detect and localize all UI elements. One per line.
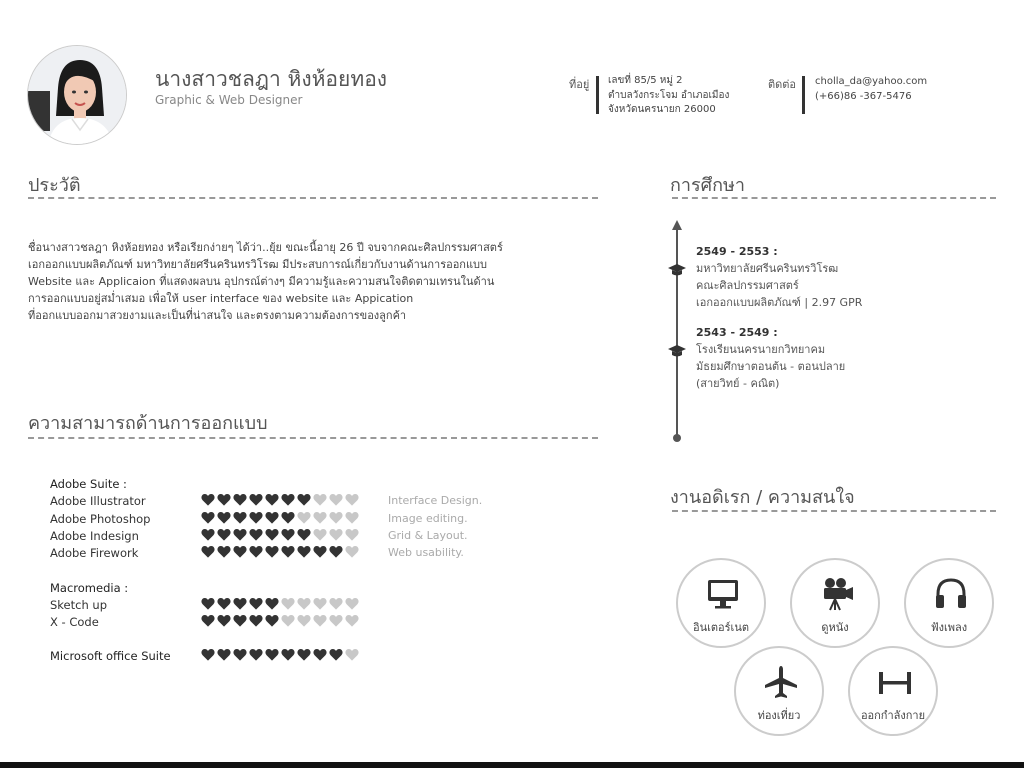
skills-divider bbox=[28, 437, 598, 439]
education-line: มัธยมศึกษาตอนต้น - ตอนปลาย bbox=[696, 360, 846, 373]
heart-empty-icon bbox=[281, 614, 295, 628]
skills-title: ความสามารถด้านการออกแบบ bbox=[28, 413, 268, 434]
heart-filled-icon bbox=[297, 648, 311, 662]
heart-filled-icon bbox=[233, 545, 247, 559]
hobby-label: ออกกำลังกาย bbox=[860, 709, 926, 722]
heart-filled-icon bbox=[217, 511, 231, 525]
heart-filled-icon bbox=[297, 528, 311, 542]
heart-filled-icon bbox=[281, 511, 295, 525]
skill-rating bbox=[201, 648, 359, 662]
education-years: 2543 - 2549 : bbox=[696, 326, 778, 339]
skill-note: Image editing. bbox=[388, 512, 468, 525]
education-line: โรงเรียนนครนายกวิทยาคม bbox=[696, 343, 826, 356]
heart-filled-icon bbox=[233, 597, 247, 611]
skill-rating bbox=[201, 545, 359, 559]
heart-filled-icon bbox=[249, 545, 263, 559]
bio-line: ชื่อนางสาวชลฎา หิงห้อยทอง หรือเรียกง่ายๆ ได้ว่า..ยุ้ย ขณะนี้อายุ 26 ปี จบจากคณะศิลปกรรมศาสตร์ bbox=[28, 241, 503, 254]
skill-rating bbox=[201, 528, 359, 542]
heart-filled-icon bbox=[201, 545, 215, 559]
heart-empty-icon bbox=[313, 597, 327, 611]
skill-name: Adobe Firework bbox=[50, 546, 139, 560]
heart-empty-icon bbox=[345, 545, 359, 559]
education-line: เอกออกแบบผลิตภัณฑ์ | 2.97 GPR bbox=[696, 296, 863, 309]
heart-empty-icon bbox=[313, 493, 327, 507]
heart-filled-icon bbox=[265, 648, 279, 662]
bio-line: เอกออกแบบผลิตภัณฑ์ มหาวิทยาลัยศรีนครินทรวิโรฒ มีประสบการณ์เกี่ยวกับงานด้านการออกแบบ bbox=[28, 258, 488, 271]
timeline-line bbox=[676, 228, 678, 438]
heart-filled-icon bbox=[265, 493, 279, 507]
heart-filled-icon bbox=[201, 493, 215, 507]
graduation-cap-icon bbox=[668, 344, 686, 358]
heart-filled-icon bbox=[201, 597, 215, 611]
address-block bbox=[608, 74, 729, 118]
skill-rating bbox=[201, 614, 359, 628]
skill-rating bbox=[201, 597, 359, 611]
bio-line: ที่ออกแบบออกมาสวยงามและเป็นที่น่าสนใจ และตรงตามความต้องการของลูกค้า bbox=[28, 309, 407, 322]
education-divider bbox=[672, 197, 996, 199]
hobbies-title: งานอดิเรก / ความสนใจ bbox=[670, 487, 855, 508]
hobby-music bbox=[904, 558, 994, 648]
contact-divider bbox=[802, 76, 805, 114]
heart-filled-icon bbox=[201, 528, 215, 542]
contact-block bbox=[815, 75, 927, 104]
heart-filled-icon bbox=[313, 648, 327, 662]
skill-name: Adobe Illustrator bbox=[50, 494, 146, 508]
person-name: นางสาวชลฎา หิงห้อยทอง bbox=[155, 67, 388, 91]
skill-name: Sketch up bbox=[50, 598, 107, 612]
hobby-travel bbox=[734, 646, 824, 736]
heart-filled-icon bbox=[217, 614, 231, 628]
address-line: จังหวัดนครนายก 26000 bbox=[608, 104, 716, 115]
skill-group-title: Microsoft office Suite bbox=[50, 649, 171, 663]
barbell-icon bbox=[877, 664, 913, 700]
movie-camera-icon bbox=[819, 576, 855, 612]
heart-filled-icon bbox=[233, 511, 247, 525]
hobby-exercise bbox=[848, 646, 938, 736]
education-entry bbox=[696, 243, 862, 311]
heart-filled-icon bbox=[249, 614, 263, 628]
education-title: การศึกษา bbox=[670, 175, 745, 196]
heart-empty-icon bbox=[281, 597, 295, 611]
skill-note: Interface Design. bbox=[388, 494, 483, 507]
heart-empty-icon bbox=[345, 648, 359, 662]
heart-filled-icon bbox=[217, 545, 231, 559]
job-title: Graphic & Web Designer bbox=[155, 93, 303, 107]
skill-group-title: Macromedia : bbox=[50, 581, 129, 595]
hobbies-divider bbox=[672, 510, 996, 512]
skill-group-title: Adobe Suite : bbox=[50, 477, 127, 491]
heart-filled-icon bbox=[281, 545, 295, 559]
heart-filled-icon bbox=[265, 528, 279, 542]
bio-line: Website และ Applicaion ที่แสดงผลบน อุปกรณ์ต่างๆ มีความรู้และความสนใจติดตามเทรนในด้าน bbox=[28, 275, 495, 288]
heart-filled-icon bbox=[233, 528, 247, 542]
skill-name: X - Code bbox=[50, 615, 99, 629]
heart-filled-icon bbox=[249, 511, 263, 525]
education-years: 2549 - 2553 : bbox=[696, 245, 778, 258]
bottom-bar bbox=[0, 762, 1024, 768]
heart-filled-icon bbox=[217, 648, 231, 662]
heart-empty-icon bbox=[329, 493, 343, 507]
heart-empty-icon bbox=[313, 614, 327, 628]
heart-filled-icon bbox=[217, 528, 231, 542]
heart-empty-icon bbox=[345, 614, 359, 628]
heart-filled-icon bbox=[281, 528, 295, 542]
heart-empty-icon bbox=[297, 511, 311, 525]
heart-empty-icon bbox=[345, 528, 359, 542]
heart-filled-icon bbox=[249, 648, 263, 662]
address-line: ตำบลวังกระโจม อำเภอเมือง bbox=[608, 89, 730, 101]
contact-label: ติดต่อ bbox=[768, 78, 797, 91]
skill-name: Adobe Indesign bbox=[50, 529, 139, 543]
heart-empty-icon bbox=[329, 614, 343, 628]
bio-text bbox=[28, 239, 598, 324]
heart-empty-icon bbox=[345, 597, 359, 611]
timeline-end-dot bbox=[673, 434, 681, 442]
hobby-label: ดูหนัง bbox=[821, 621, 849, 634]
heart-filled-icon bbox=[233, 614, 247, 628]
heart-filled-icon bbox=[217, 597, 231, 611]
skill-rating bbox=[201, 493, 359, 507]
heart-filled-icon bbox=[249, 597, 263, 611]
headphones-icon bbox=[933, 576, 969, 612]
hobby-label: ท่องเที่ยว bbox=[757, 709, 801, 722]
phone-text: (+66)86 -367-5476 bbox=[815, 90, 912, 102]
heart-filled-icon bbox=[201, 614, 215, 628]
address-line: เลขที่ 85/5 หมู่ 2 bbox=[608, 75, 683, 86]
avatar bbox=[27, 45, 127, 145]
heart-filled-icon bbox=[281, 648, 295, 662]
heart-filled-icon bbox=[329, 648, 343, 662]
heart-filled-icon bbox=[281, 493, 295, 507]
education-line: มหาวิทยาลัยศรีนครินทรวิโรฒ bbox=[696, 262, 839, 275]
heart-filled-icon bbox=[233, 493, 247, 507]
heart-empty-icon bbox=[329, 528, 343, 542]
heart-empty-icon bbox=[313, 511, 327, 525]
heart-empty-icon bbox=[345, 511, 359, 525]
heart-empty-icon bbox=[313, 528, 327, 542]
heart-empty-icon bbox=[329, 597, 343, 611]
hobby-movies bbox=[790, 558, 880, 648]
skill-note: Web usability. bbox=[388, 546, 464, 559]
computer-icon bbox=[705, 576, 741, 612]
email-text[interactable]: cholla_da@yahoo.com bbox=[815, 76, 928, 87]
heart-filled-icon bbox=[201, 648, 215, 662]
education-line: คณะศิลปกรรมศาสตร์ bbox=[696, 279, 799, 292]
heart-empty-icon bbox=[329, 511, 343, 525]
heart-filled-icon bbox=[297, 493, 311, 507]
bio-divider bbox=[28, 197, 598, 199]
heart-filled-icon bbox=[297, 545, 311, 559]
hobby-internet bbox=[676, 558, 766, 648]
heart-filled-icon bbox=[265, 545, 279, 559]
airplane-icon bbox=[763, 664, 799, 700]
heart-empty-icon bbox=[297, 597, 311, 611]
address-label: ที่อยู่ bbox=[569, 78, 590, 91]
heart-empty-icon bbox=[345, 493, 359, 507]
skill-note: Grid & Layout. bbox=[388, 529, 468, 542]
heart-filled-icon bbox=[249, 528, 263, 542]
heart-filled-icon bbox=[313, 545, 327, 559]
heart-empty-icon bbox=[297, 614, 311, 628]
profile-photo bbox=[28, 46, 127, 145]
heart-filled-icon bbox=[265, 511, 279, 525]
bio-line: การออกแบบอยู่สม่ำเสมอ เพื่อให้ user interface ของ website และ Appication bbox=[28, 292, 414, 305]
skill-name: Adobe Photoshop bbox=[50, 512, 151, 526]
heart-filled-icon bbox=[233, 648, 247, 662]
education-entry bbox=[696, 324, 845, 392]
heart-filled-icon bbox=[329, 545, 343, 559]
skill-rating bbox=[201, 511, 359, 525]
hobby-label: ฟังเพลง bbox=[930, 621, 968, 634]
bio-title: ประวัติ bbox=[28, 175, 81, 196]
heart-filled-icon bbox=[217, 493, 231, 507]
graduation-cap-icon bbox=[668, 263, 686, 277]
hobby-label: อินเตอร์เนต bbox=[693, 621, 749, 634]
address-divider bbox=[596, 76, 599, 114]
heart-filled-icon bbox=[265, 597, 279, 611]
education-line: (สายวิทย์ - คณิต) bbox=[696, 377, 780, 390]
heart-filled-icon bbox=[201, 511, 215, 525]
heart-filled-icon bbox=[249, 493, 263, 507]
heart-filled-icon bbox=[265, 614, 279, 628]
